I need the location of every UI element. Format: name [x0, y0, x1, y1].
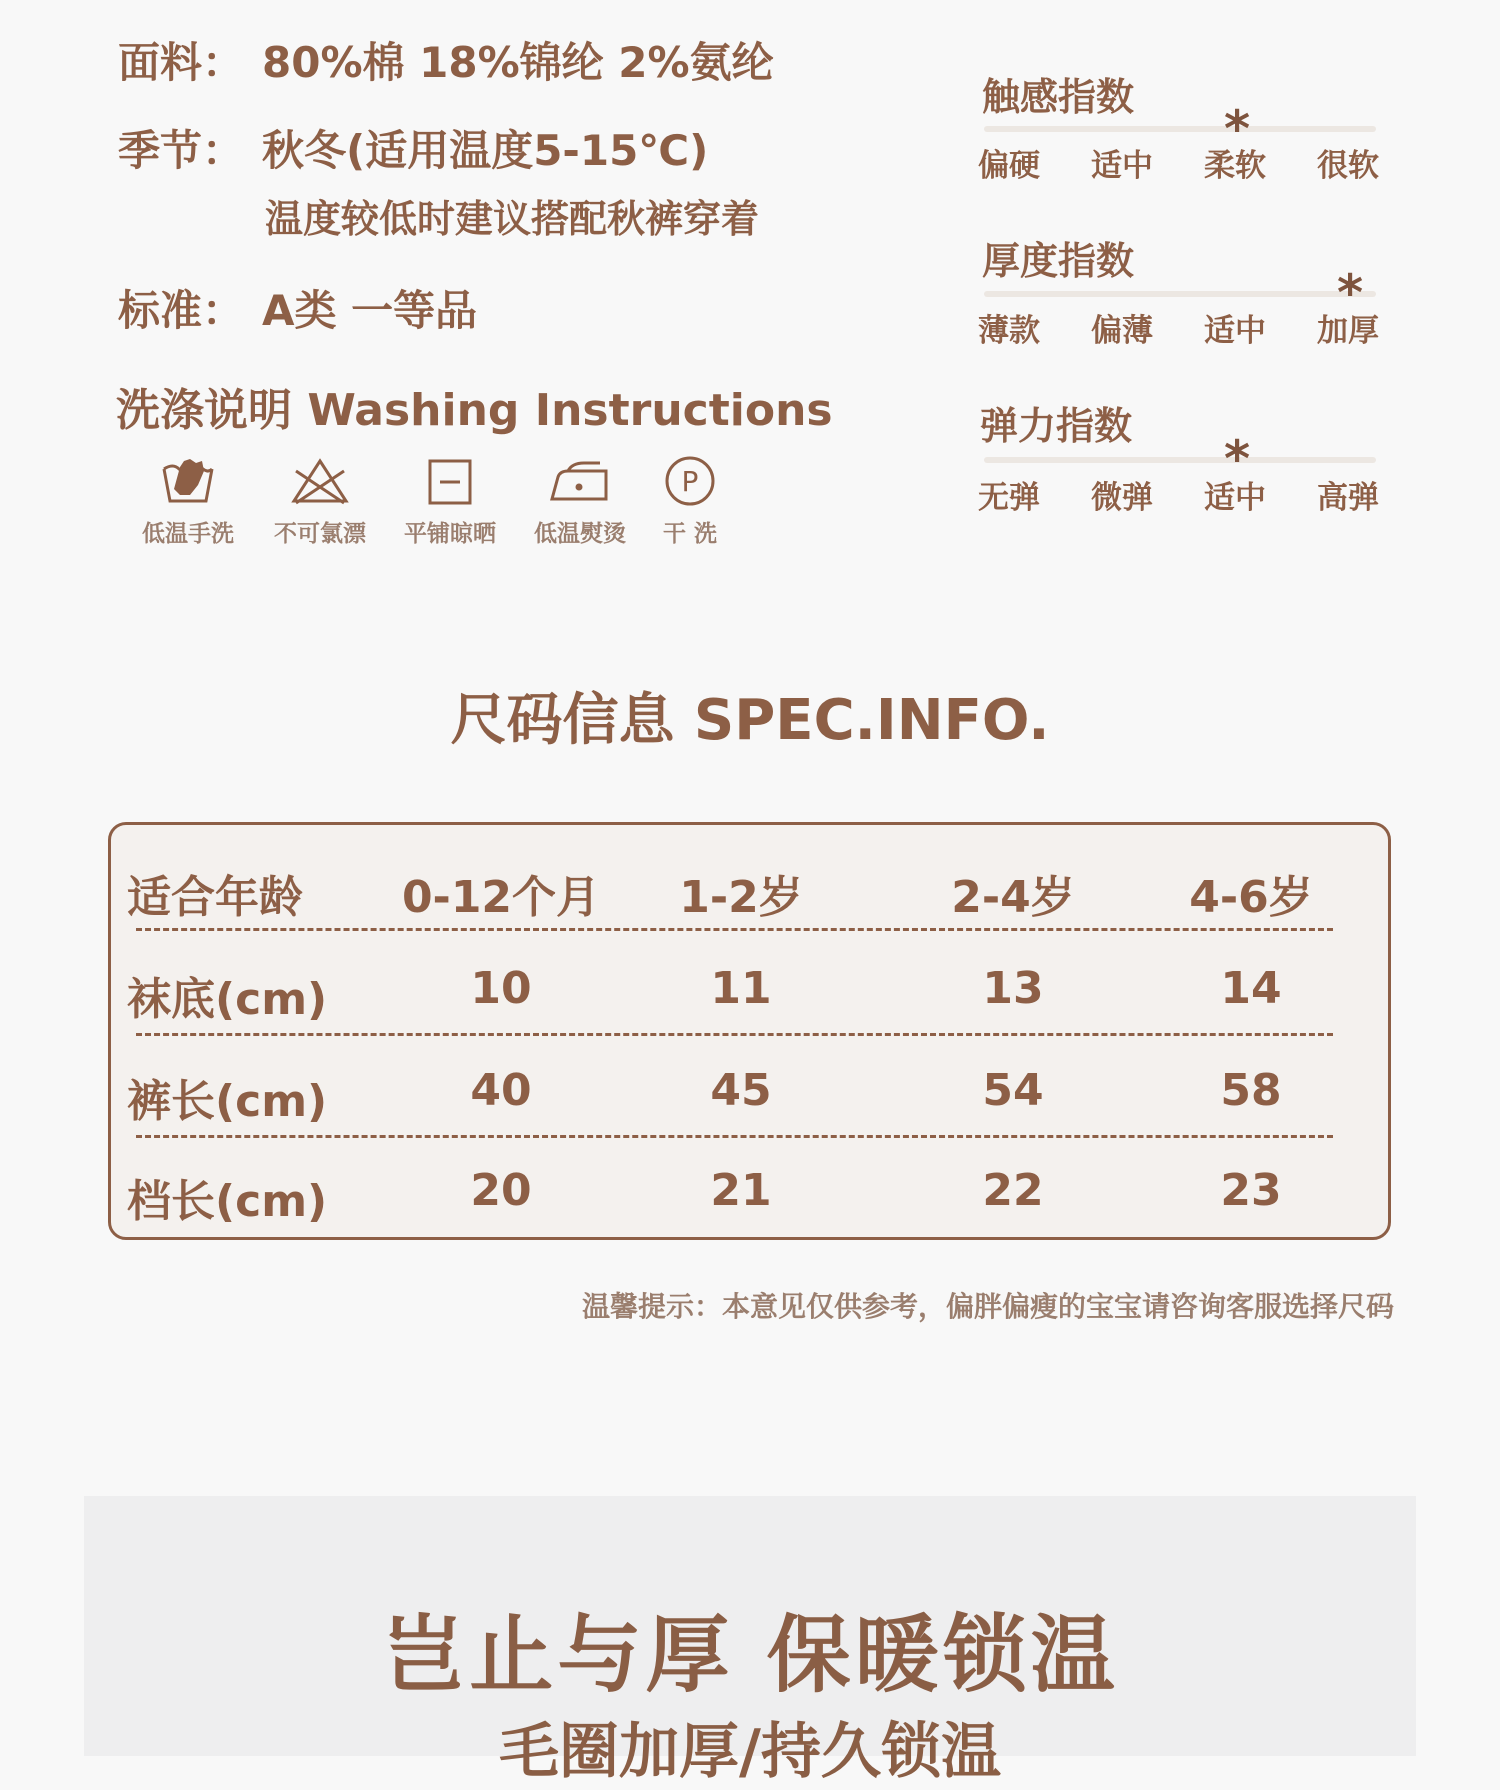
table-cell: 45 [710, 1065, 772, 1116]
index-option: 加厚 [1317, 313, 1379, 349]
index-star-icon: * [1224, 100, 1251, 158]
table-cell: 20 [470, 1165, 532, 1216]
dry-clean-symbol: P [681, 465, 699, 498]
index-title: 弹力指数 [980, 404, 1133, 448]
material-label: 面料： [118, 38, 245, 87]
index-track [984, 126, 1376, 132]
table-row [111, 1047, 1388, 1147]
index-option: 适中 [1204, 480, 1266, 516]
index-option: 无弹 [978, 480, 1040, 516]
table-cell: 13 [982, 963, 1044, 1014]
table-cell: 54 [982, 1065, 1044, 1116]
table-row [111, 1147, 1388, 1247]
index-option: 微弹 [1091, 480, 1153, 516]
table-row [111, 839, 1388, 939]
index-title: 厚度指数 [982, 239, 1135, 283]
table-cell: 40 [470, 1065, 532, 1116]
index-option: 偏硬 [978, 148, 1040, 184]
table-cell: 21 [710, 1165, 772, 1216]
index-option: 柔软 [1204, 148, 1266, 184]
wash-label: 低温手洗 [142, 521, 234, 547]
row-header: 档长(cm) [127, 1176, 328, 1227]
wash-item-iron-low [520, 455, 640, 548]
washing-title: 洗涤说明 Washing Instructions [116, 385, 833, 436]
table-cell: 1-2岁 [679, 872, 803, 923]
table-cell: 4-6岁 [1189, 872, 1313, 923]
table-cell: 2-4岁 [951, 872, 1075, 923]
no-bleach-icon [288, 455, 352, 507]
iron-low-icon [548, 455, 612, 507]
row-header: 适合年龄 [127, 872, 303, 923]
feature-section [84, 1496, 1416, 1787]
wash-item-flat-dry [390, 455, 510, 548]
dry-clean-icon [662, 455, 718, 507]
wash-label: 不可氯漂 [274, 521, 366, 547]
wash-item-no-bleach [260, 455, 380, 548]
wash-label: 低温熨烫 [534, 521, 626, 547]
index-option: 适中 [1091, 148, 1153, 184]
hand-wash-icon [158, 455, 218, 507]
index-track [984, 457, 1376, 463]
size-info-title: 尺码信息 SPEC.INFO. [450, 688, 1050, 753]
material-value: 80%棉 18%锦纶 2%氨纶 [262, 38, 774, 87]
feature-title: 岂止与厚 保暖锁温 [381, 1606, 1119, 1704]
index-track [984, 291, 1376, 297]
table-cell: 14 [1220, 963, 1282, 1014]
index-option: 偏薄 [1091, 313, 1153, 349]
table-cell: 23 [1220, 1165, 1282, 1216]
feature-subtitle: 毛圈加厚/持久锁温 [499, 1717, 1001, 1787]
season-note: 温度较低时建议搭配秋裤穿着 [265, 197, 760, 241]
size-table [108, 822, 1391, 1240]
wash-item-dry-clean [630, 455, 750, 548]
index-option: 薄款 [978, 313, 1040, 349]
table-cell: 0-12个月 [401, 872, 601, 923]
size-tip: 温馨提示：本意见仅供参考，偏胖偏瘦的宝宝请咨询客服选择尺码 [581, 1290, 1394, 1323]
wash-item-hand-wash [128, 455, 248, 548]
index-option: 适中 [1204, 313, 1266, 349]
row-header: 袜底(cm) [127, 974, 328, 1025]
season-label: 季节： [118, 126, 245, 175]
row-divider [136, 1135, 1333, 1138]
table-cell: 58 [1220, 1065, 1282, 1116]
index-star-icon: * [1337, 264, 1364, 322]
table-cell: 22 [982, 1165, 1044, 1216]
row-divider [136, 1033, 1333, 1036]
index-star-icon: * [1224, 430, 1251, 488]
row-divider [136, 928, 1333, 931]
standard-label: 标准： [118, 286, 245, 335]
wash-label: 干 洗 [662, 521, 717, 547]
table-cell: 11 [710, 963, 772, 1014]
index-option: 高弹 [1317, 480, 1379, 516]
table-cell: 10 [470, 963, 532, 1014]
season-value: 秋冬(适用温度5-15℃) [262, 126, 709, 175]
index-option: 很软 [1317, 148, 1379, 184]
index-title: 触感指数 [982, 75, 1135, 119]
table-row [111, 943, 1388, 1043]
row-header: 裤长(cm) [127, 1076, 328, 1127]
wash-label: 平铺晾晒 [404, 521, 496, 547]
flat-dry-icon [424, 455, 476, 507]
standard-value: A类 一等品 [262, 286, 478, 335]
